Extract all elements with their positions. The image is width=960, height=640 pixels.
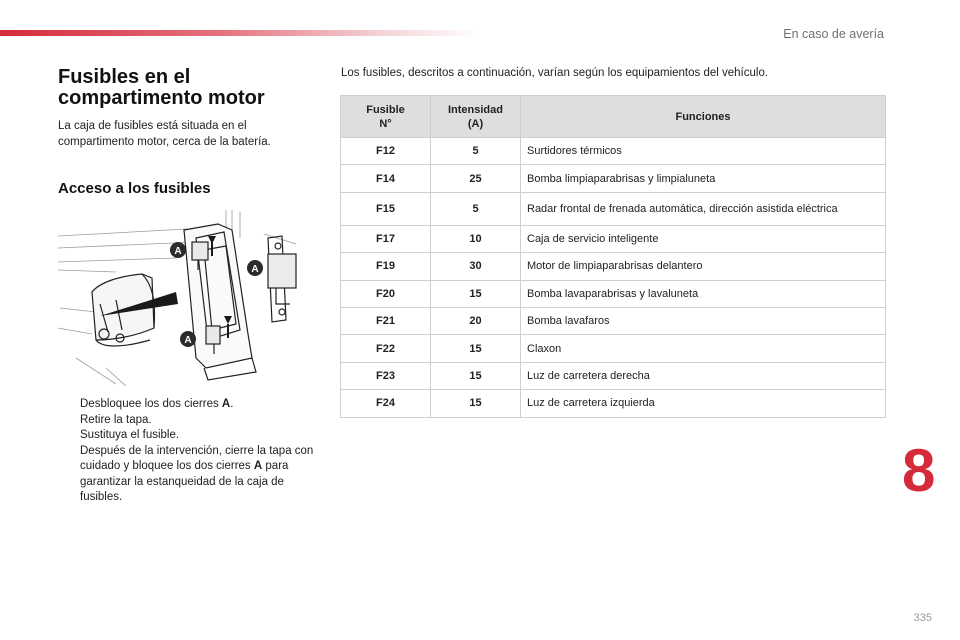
instruction-item: Después de la intervención, cierre la tapa con cuidado y bloquee los dos cierres A para garantizar la estanqueidad de la caja de fusibles. <box>80 444 314 503</box>
fuse-function: Radar frontal de frenada automática, dirección asistida eléctrica <box>521 192 886 225</box>
header-amperage: Intensidad (A) <box>431 96 521 138</box>
header-accent-bar <box>0 30 480 36</box>
fuse-number: F20 <box>341 280 431 307</box>
fuse-function: Claxon <box>521 335 886 362</box>
table-row <box>341 253 886 280</box>
fuse-amperage: 15 <box>431 280 521 307</box>
fuse-number: F21 <box>341 307 431 334</box>
fuse-function: Surtidores térmicos <box>521 138 886 165</box>
callout-label: A <box>251 264 259 275</box>
instruction-list <box>58 397 320 506</box>
callout-a-bottom <box>180 331 196 347</box>
fuse-number: F14 <box>341 165 431 192</box>
fuse-amperage: 5 <box>431 138 521 165</box>
fuse-function: Luz de carretera derecha <box>521 362 886 389</box>
fuse-number: F24 <box>341 390 431 417</box>
fuse-function: Bomba limpiaparabrisas y limpialuneta <box>521 165 886 192</box>
callout-label: A <box>184 335 192 346</box>
chapter-label: En caso de avería <box>783 27 884 41</box>
fuse-number: F22 <box>341 335 431 362</box>
fuse-amperage: 15 <box>431 390 521 417</box>
fuse-number: F19 <box>341 253 431 280</box>
instruction-item: Desbloquee los dos cierres A. <box>80 398 234 410</box>
fuse-number: F15 <box>341 192 431 225</box>
callout-label: A <box>174 246 182 257</box>
fuse-table <box>340 95 886 418</box>
table-header-row <box>341 96 886 138</box>
callout-a-right <box>247 260 263 276</box>
fuse-function: Bomba lavaparabrisas y lavaluneta <box>521 280 886 307</box>
table-row <box>341 390 886 417</box>
fuse-function: Bomba lavafaros <box>521 307 886 334</box>
subsection-title: Acceso a los fusibles <box>58 180 211 197</box>
table-row <box>341 192 886 225</box>
callout-a-top <box>170 242 186 258</box>
fuse-amperage: 15 <box>431 362 521 389</box>
header-functions: Funciones <box>521 96 886 138</box>
instruction-item: Sustituya el fusible. <box>80 429 180 441</box>
fuse-amperage: 20 <box>431 307 521 334</box>
table-row <box>341 280 886 307</box>
fusebox-illustration <box>56 208 312 386</box>
fuse-number: F12 <box>341 138 431 165</box>
fuse-amperage: 15 <box>431 335 521 362</box>
fuse-number: F23 <box>341 362 431 389</box>
fuse-amperage: 30 <box>431 253 521 280</box>
page-number: 335 <box>913 612 932 624</box>
fuse-function: Caja de servicio inteligente <box>521 225 886 252</box>
table-row <box>341 335 886 362</box>
instruction-item: Retire la tapa. <box>80 413 152 426</box>
fuse-amperage: 10 <box>431 225 521 252</box>
table-intro-text: Los fusibles, descritos a continuación, varían según los equipamientos del vehículo. <box>341 67 769 79</box>
table-row <box>341 307 886 334</box>
section-title: Fusibles en el compartimento motor <box>58 66 265 109</box>
header-fuse-number: Fusible N° <box>341 96 431 138</box>
table-row <box>341 165 886 192</box>
fuse-number: F17 <box>341 225 431 252</box>
fusebox-location-text: La caja de fusibles está situada en el compartimento motor, cerca de la batería. <box>58 120 271 148</box>
table-row <box>341 138 886 165</box>
table-row <box>341 362 886 389</box>
fuse-amperage: 25 <box>431 165 521 192</box>
table-row <box>341 225 886 252</box>
fuse-amperage: 5 <box>431 192 521 225</box>
fuse-function: Luz de carretera izquierda <box>521 390 886 417</box>
fuse-function: Motor de limpiaparabrisas delantero <box>521 253 886 280</box>
chapter-number: 8 <box>902 437 936 504</box>
